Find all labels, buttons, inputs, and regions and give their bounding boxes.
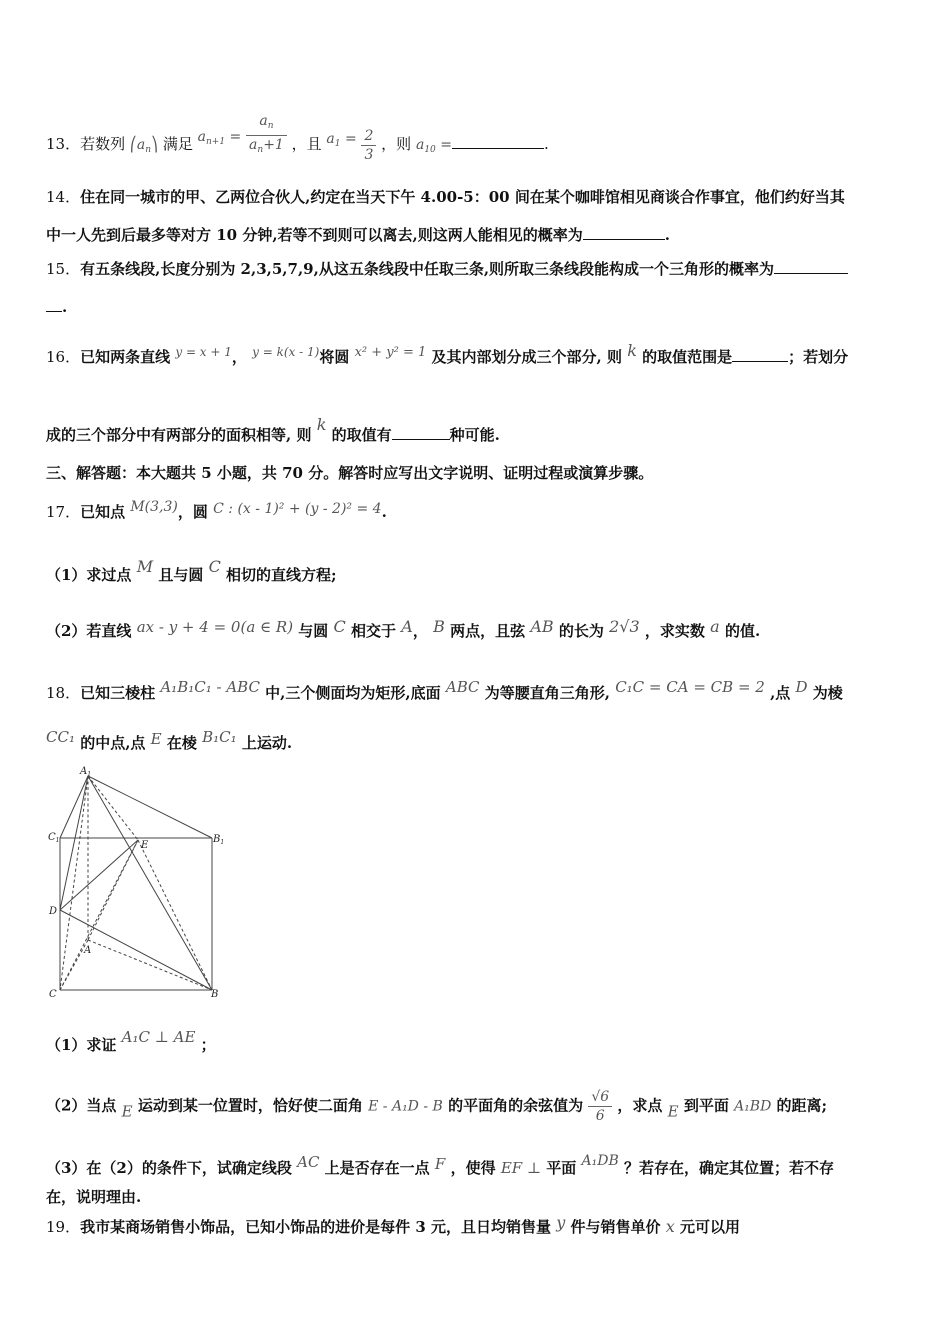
question-14-line2: 中一人先到后最多等对方 10 分钟,若等不到则可以离去,则这两人能相见的概率为 . (46, 226, 671, 244)
answer-blank (392, 425, 450, 440)
question-13: 13．若数列 $⎛a_n⎞$ 满足 $a_{n+1}$ = $\frac{a_n}{a_n+1}$ ，且 $a_1$ = $\frac{2}{3}$ ，则 $a_{10}$ = . (46, 112, 549, 163)
question-16-line2: 成的三个部分中有两部分的面积相等, 则 k 的取值有 种可能. (46, 415, 500, 444)
answer-blank (583, 225, 665, 240)
question-18-part1: （1）求证 A₁C ⊥ AE ； (46, 1028, 216, 1054)
question-15-line1: 15．有五条线段,长度分别为 2,3,5,7,9,从这五条线段中任取三条,则所取三条线段能构成一个三角形的概率为 (46, 258, 906, 280)
edge-AB (88, 940, 212, 990)
question-17-part1: （1）求过点 M 且与圆 C 相切的直线方程; (46, 557, 337, 584)
label-C1: $C_1$ (48, 832, 60, 844)
label-B1: $B_1$ (213, 834, 225, 846)
question-18-part2: （2）当点 E 运动到某一位置时，恰好使二面角 E - A₁D - B 的平面角的余弦值为 $\frac{√6}{6}$ ，求点 E 到平面 A₁BD 的距离; (46, 1089, 828, 1124)
recurrence-fraction: $\frac{a_n}{a_n+1}$ (246, 112, 287, 159)
a1-expr: $a_1$ = (326, 131, 357, 149)
label-D: D (49, 906, 58, 917)
question-18-line2: CC₁ 的中点,点 E 在棱 B₁C₁ 上运动. (46, 728, 293, 752)
label-C: C (49, 989, 57, 1000)
answer-blank (732, 347, 788, 362)
question-18-part3: （3）在（2）的条件下，试确定线段 AC 上是否存在一点 F ，使得 EF ⊥ 平面 A₁DB ？若存在，确定其位置；若不存 (46, 1153, 835, 1177)
cosine-fraction: $\frac{√6}{6}$ (588, 1088, 612, 1125)
answer-blank (774, 259, 848, 274)
edge-DE (60, 840, 138, 910)
edge-EB (138, 840, 212, 990)
question-18-part3-line2: 在，说明理由. (46, 1188, 142, 1206)
answer-blank-cont (46, 297, 62, 312)
question-17-part2: （2）若直线 ax - y + 4 = 0(a ∈ R) 与圆 C 相交于 A， B 两点，且弦 AB 的长为 2√3 ，求实数 a 的值. (46, 617, 761, 640)
a10-expr: $a_{10}$ = (415, 137, 452, 155)
question-14-line1: 14．住在同一城市的甲、乙两位合伙人,约定在当天下午 4.00-5：00 间在某个咖啡馆相见商谈合作事宜，他们约好当其 (46, 188, 845, 206)
seq-a-n: $⎛a_n⎞$ (129, 137, 159, 155)
edge-AE (88, 840, 138, 940)
edge-CE (60, 840, 138, 990)
section-3-heading: 三、解答题：本大题共 5 小题，共 70 分。解答时应写出文字说明、证明过程或演算步骤。 (46, 464, 654, 482)
edge-A1C1 (60, 776, 88, 838)
question-19: 19．我市某商场销售小饰品，已知小饰品的进价是每件 3 元，且日均销售量 y 件与销售单价 x 元可以用 (46, 1213, 741, 1236)
label-A1: $A_1$ (80, 766, 92, 778)
edge-A1D (60, 776, 88, 910)
edge-A1B1 (88, 776, 212, 838)
question-16-line1: 16．已知两条直线 $^{y = x + 1}$， $^{y = k(x - 1)}$将圆 x² + y² = 1 及其内部划分成三个部分, 则 k 的取值范围是 ；若划分 (46, 341, 849, 366)
recurrence-lhs: $a_{n+1}$ = (197, 129, 242, 147)
label-E: E (141, 840, 149, 851)
question-18-line1: 18．已知三棱柱 A₁B₁C₁ - ABC 中,三个侧面均为矩形,底面 ABC 为等腰直角三角形, C₁C = CA = CB = 2 ,点 D 为棱 (46, 678, 843, 702)
label-B: B (211, 989, 219, 1000)
a1-value-fraction: $\frac{2}{3}$ (361, 127, 376, 164)
triangular-prism-figure (46, 762, 236, 1002)
question-17: 17．已知点 M(3,3)，圆 C : (x - 1)² + (y - 2)² = 4. (46, 499, 387, 521)
question-15-line2: . (46, 296, 906, 318)
edge-A1E (88, 776, 138, 840)
answer-blank (452, 134, 544, 149)
label-A: A (84, 945, 92, 956)
